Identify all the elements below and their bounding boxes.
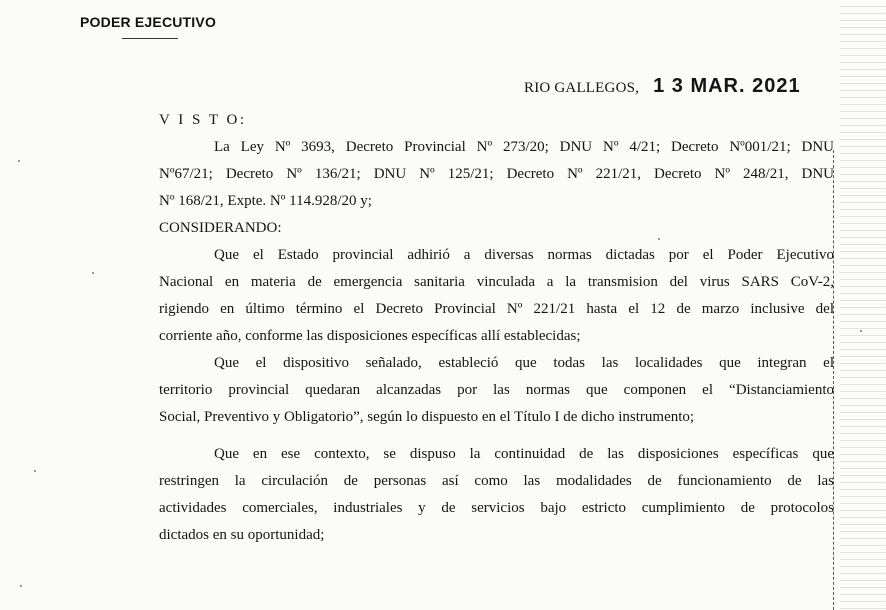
visto-line: Nº 168/21, Expte. Nº 114.928/20 y; — [159, 193, 372, 209]
header-underline — [122, 38, 178, 39]
scan-speck — [18, 160, 20, 162]
place-date-line — [524, 75, 801, 98]
scan-speck — [92, 272, 94, 274]
considerando-p2-line: territorio provincial quedaran alcanzadas por las normas que componen el “Distanciamiento — [159, 382, 834, 398]
place-name: RIO GALLEGOS, — [524, 80, 640, 96]
visto-heading: V I S T O: — [159, 112, 247, 128]
considerando-p2-line: Social, Preventivo y Obligatorio”, según lo dispuesto en el Título I de dicho instrumento; — [159, 409, 695, 425]
considerando-p3-line: Que en ese contexto, se dispuso la continuidad de las disposiciones específicas que — [214, 446, 834, 462]
scanned-margin-edge — [840, 0, 886, 610]
considerando-p1-line: rigiendo en último término el Decreto Provincial Nº 221/21 hasta el 12 de marzo inclusive del — [159, 301, 834, 317]
considerando-p2-line: Que el dispositivo señalado, estableció que todas las localidades que integran el — [214, 355, 834, 371]
header-title: PODER EJECUTIVO — [80, 14, 217, 30]
scan-speck — [658, 238, 660, 240]
visto-line: La Ley Nº 3693, Decreto Provincial Nº 273/20; DNU Nº 4/21; Decreto Nº001/21; DNU — [214, 139, 834, 155]
visto-line: Nº67/21; Decreto Nº 136/21; DNU Nº 125/21; Decreto Nº 221/21, Decreto Nº 248/21, DNU — [159, 166, 834, 182]
considerando-heading: CONSIDERANDO: — [159, 220, 282, 236]
scan-speck — [34, 470, 36, 472]
considerando-p1-line: corriente año, conforme las disposiciones específicas allí establecidas; — [159, 328, 581, 344]
considerando-p1-line: Nacional en materia de emergencia sanitaria vinculada a la transmision del virus SARS CoV-2, — [159, 274, 834, 290]
date-stamp: 1 3 MAR. 2021 — [653, 75, 801, 97]
visto-section — [159, 107, 834, 549]
considerando-p3-line: actividades comerciales, industriales y de servicios bajo estricto cumplimiento de protocolos — [159, 500, 834, 516]
scan-speck — [20, 585, 22, 587]
considerando-p3-line: dictados en su oportunidad; — [159, 527, 325, 543]
considerando-p1-line: Que el Estado provincial adhirió a diversas normas dictadas por el Poder Ejecutivo — [214, 247, 834, 263]
considerando-p3-line: restringen la circulación de personas así como las modalidades de funcionamiento de las — [159, 473, 834, 489]
scan-speck — [860, 330, 862, 332]
